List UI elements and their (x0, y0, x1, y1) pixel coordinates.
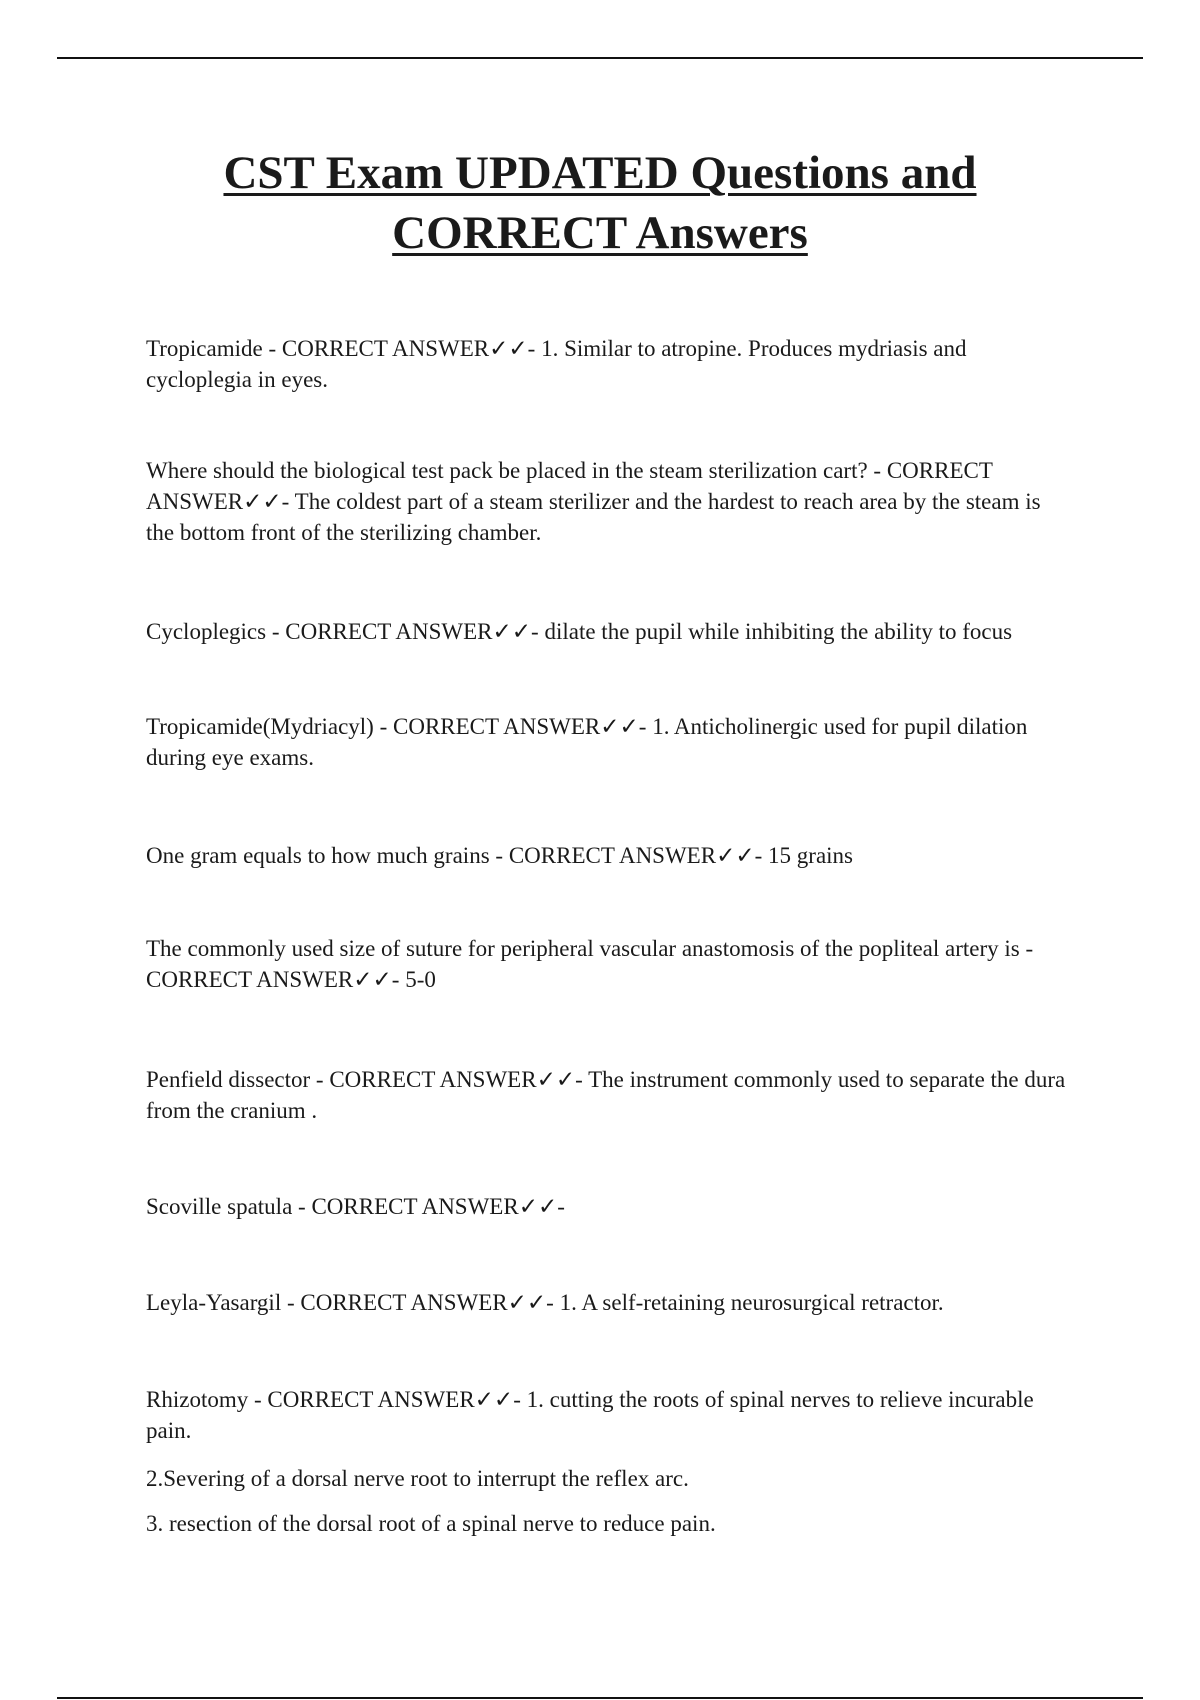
answer-marker: CORRECT ANSWER✓✓- (285, 619, 539, 644)
top-rule (57, 57, 1143, 59)
question-text: Where should the biological test pack be placed in the steam sterilization cart? (146, 458, 868, 483)
answer-text: The instrument commonly used to separate the dura from the cranium . (146, 1067, 1066, 1123)
title-line-2: CORRECT Answers (392, 207, 808, 259)
question-text: Cycloplegics (146, 619, 267, 644)
qa-item-biological-test-pack: Where should the biological test pack be placed in the steam sterilization cart? - CORRECT ANSWER✓✓- The coldest part of a steam sterilizer and the hardest to reach area by the steam is the bottom front of the sterilizing chamber. (146, 458, 1041, 545)
answer-text: 1. Anticholinergic used for pupil dilation during eye exams. (146, 714, 1028, 770)
answer-marker: CORRECT ANSWER✓✓- (281, 336, 536, 361)
answer-text: 5-0 (405, 967, 436, 992)
qa-item-leyla-yasargil: Leyla-Yasargil - CORRECT ANSWER✓✓- 1. A self-retaining neurosurgical retractor. (146, 1290, 944, 1315)
bottom-rule (57, 1697, 1143, 1699)
question-text: Penfield dissector (146, 1067, 311, 1092)
title-line-1: CST Exam UPDATED Questions and (223, 147, 977, 199)
answer-marker: CORRECT ANSWER✓✓- (146, 967, 400, 992)
qa-item-cycloplegics: Cycloplegics - CORRECT ANSWER✓✓- dilate the pupil while inhibiting the ability to focus (146, 619, 1013, 644)
answer-marker: CORRECT ANSWER✓✓- (329, 1067, 583, 1092)
qa-item-tropicamide-mydriacyl: Tropicamide(Mydriacyl) - CORRECT ANSWER✓✓- 1. Anticholinergic used for pupil dilation during eye exams. (146, 714, 1028, 770)
answer-marker: CORRECT ANSWER✓✓- (393, 714, 647, 739)
answer-marker: CORRECT ANSWER✓✓- (311, 1194, 565, 1219)
qa-item-rhizotomy: Rhizotomy - CORRECT ANSWER✓✓- 1. cutting the roots of spinal nerves to relieve incurable pain. (146, 1387, 1034, 1443)
question-text: Tropicamide (146, 336, 263, 361)
answer-text: 1. cutting the roots of spinal nerves to relieve incurable pain. (146, 1387, 1034, 1443)
qa-item-suture-size: The commonly used size of suture for peripheral vascular anastomosis of the popliteal artery is - CORRECT ANSWER✓✓- 5-0 (146, 936, 1034, 992)
answer-text: 15 grains (768, 843, 853, 868)
question-text: Tropicamide(Mydriacyl) (146, 714, 374, 739)
answer-marker: CORRECT ANSWER✓✓- (267, 1387, 521, 1412)
answer-marker: CORRECT ANSWER✓✓- (146, 458, 993, 514)
question-text: Leyla-Yasargil (146, 1290, 282, 1315)
rhizotomy-answer-3: 3. resection of the dorsal root of a spinal nerve to reduce pain. (146, 1511, 716, 1536)
answer-marker: CORRECT ANSWER✓✓- (300, 1290, 554, 1315)
answer-text: The coldest part of a steam sterilizer and the hardest to reach area by the steam is the bottom front of the sterilizing chamber. (146, 489, 1041, 545)
page-title (0, 143, 1200, 263)
qa-item-penfield-dissector: Penfield dissector - CORRECT ANSWER✓✓- The instrument commonly used to separate the dura from the cranium . (146, 1067, 1066, 1123)
question-text: Scoville spatula (146, 1194, 293, 1219)
answer-text: 1. Similar to atropine. Produces mydriasis and cycloplegia in eyes. (146, 336, 967, 392)
answer-text: 1. A self-retaining neurosurgical retractor. (559, 1290, 944, 1315)
question-text: The commonly used size of suture for peripheral vascular anastomosis of the popliteal artery is (146, 936, 1020, 961)
answer-text: dilate the pupil while inhibiting the ability to focus (544, 619, 1013, 644)
rhizotomy-answer-2: 2.Severing of a dorsal nerve root to interrupt the reflex arc. (146, 1466, 689, 1491)
question-text: Rhizotomy (146, 1387, 249, 1412)
qa-item-gram-grains: One gram equals to how much grains - CORRECT ANSWER✓✓- 15 grains (146, 843, 853, 868)
qa-item-scoville-spatula: Scoville spatula - CORRECT ANSWER✓✓- (146, 1194, 565, 1219)
answer-marker: CORRECT ANSWER✓✓- (508, 843, 763, 868)
question-text: One gram equals to how much grains (146, 843, 490, 868)
qa-item-tropicamide: Tropicamide - CORRECT ANSWER✓✓- 1. Similar to atropine. Produces mydriasis and cycloplegia in eyes. (146, 336, 967, 392)
